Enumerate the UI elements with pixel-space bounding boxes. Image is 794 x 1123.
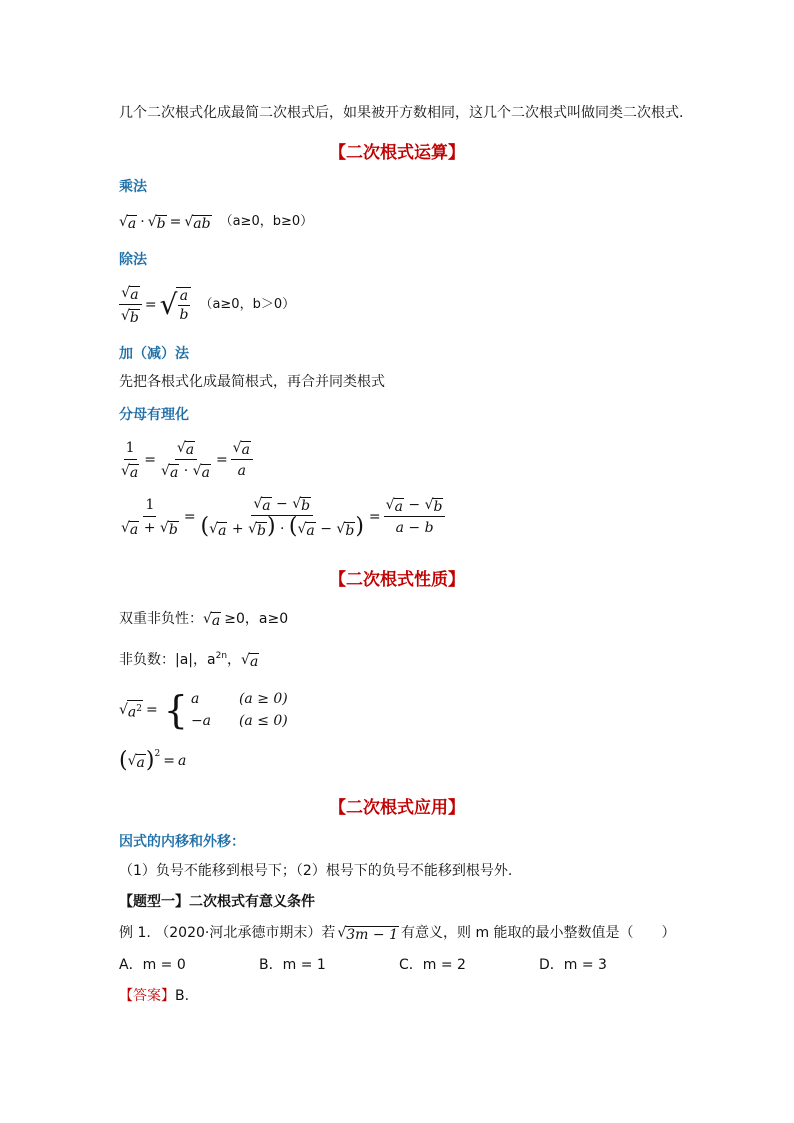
heading-rationalize: 分母有理化 <box>119 407 189 423</box>
formula-rationalize-1: 1 √ a = √ a √ a · √ a = √ a a <box>119 438 253 481</box>
example-1: 例 1. （2020·河北承德市期末）若 √ 3m − 1 有意义，则 m 能取的最小整数值是（ ） <box>119 925 676 943</box>
type-title: 二次根式有意义条件 <box>189 894 315 910</box>
division-condition: （a≥0，b＞0） <box>199 296 296 312</box>
factor-move-rule: （1）负号不能移到根号下；（2）根号下的负号不能移到根号外. <box>119 863 513 879</box>
prop-double-nonnegativity: 双重非负性： √ a ≥0，a≥0 <box>119 611 289 629</box>
section-title-properties: 【二次根式性质】 <box>329 570 465 590</box>
section-title-applications: 【二次根式应用】 <box>329 798 465 818</box>
nonneg-exponent: 2n <box>215 651 228 661</box>
question-type-heading <box>119 892 315 912</box>
nonneg-separator: ， <box>227 652 242 668</box>
formula-rationalize-2: 1 √ a + √ b = √ a − √ b ( √ a + √ b ) · ( √ a − √ b ) = √ a − √ b a − b <box>119 494 445 539</box>
multiplication-condition: （a≥0，b≥0） <box>219 214 314 229</box>
section-title-operations: 【二次根式运算】 <box>329 143 465 163</box>
heading-division: 除法 <box>119 252 147 268</box>
example-suffix: 有意义，则 m 能取的最小整数值是（ ） <box>401 925 676 941</box>
prop-nonnegative-numbers: 非负数：|a|，a $^{2n}$ ， √ a <box>119 650 259 670</box>
answer-label: 【答案】 <box>119 988 175 1004</box>
option-d: D．m = 3 <box>539 957 607 973</box>
answer-line <box>119 986 189 1006</box>
case2-condition: (a ≤ 0) <box>238 713 288 729</box>
nonneg-label: 非负数：|a|，a <box>119 652 216 668</box>
answer-value: B. <box>175 988 190 1004</box>
example-options <box>119 955 679 975</box>
formula-division: √ a √ b = √ $\frac{a}{b}$ （a≥0，b＞0） <box>121 285 296 326</box>
formula-sqrt-a-squared: √ $a^2$ = { a (a ≥ 0) −a (a ≤ 0) <box>119 688 288 732</box>
heading-add-subtract: 加（减）法 <box>119 346 189 362</box>
heading-factor-move: 因式的内移和外移： <box>119 834 245 850</box>
option-b: B．m = 1 <box>259 957 326 973</box>
intro-paragraph: 几个二次根式化成最简二次根式后，如果被开方数相同，这几个二次根式叫做同类二次根式. <box>119 105 684 121</box>
example-prefix: 例 1. （2020·河北承德市期末）若 <box>119 925 336 941</box>
double-nonneg-label: 双重非负性： <box>119 611 203 627</box>
formula-multiplication: √ a · √ b = √ ab （a≥0，b≥0） <box>119 214 314 232</box>
option-c: C．m = 2 <box>399 957 466 973</box>
option-a: A．m = 0 <box>119 957 186 973</box>
add-subtract-text: 先把各根式化成最简根式，再合并同类根式 <box>119 374 385 390</box>
type-label: 【题型一】 <box>119 894 189 910</box>
formula-sqrt-a-squared-2: ( √ a ) $^2$ = a <box>119 748 187 773</box>
heading-multiplication: 乘法 <box>119 179 147 195</box>
double-nonneg-rest: ≥0，a≥0 <box>224 611 289 627</box>
case1-condition: (a ≥ 0) <box>238 691 288 707</box>
